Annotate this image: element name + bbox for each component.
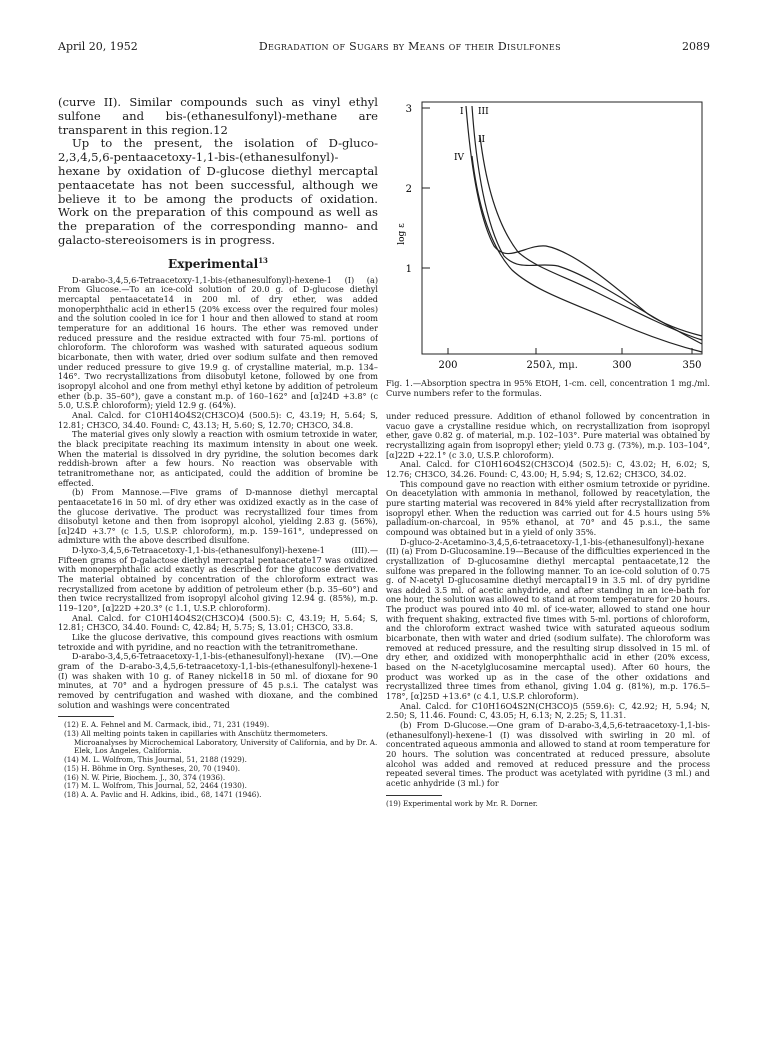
- curve-I: [466, 106, 702, 336]
- header-date: April 20, 1952: [58, 40, 138, 53]
- paragraph: (b) From Mannose.—Five grams of D-mannose diethyl mercaptal pentaacetate16 in 50 ml. of dry ether was oxidized exactly as in the case of the glucose derivative. The product was recrystallized four times from diisobutyl ketone and then from isopropyl alcohol, yielding 2.83 g. (56%), [α]24D +3.7° (c 1.5, U.S.P. chloroform), m.p. 159–161°, undepressed on admixture with the above described disulfone.: [58, 487, 378, 546]
- paragraph: D-lyxo-3,4,5,6-Tetraacetoxy-1,1-bis-(ethanesulfonyl)-hexene-1 (III).—Fifteen grams of D-galactose diethyl mercaptal pentaacetate17 was oxidized with monoperphthalic acid exactly as described for the glucose derivative. The material obtained by concentration of the chloroform extract was recrystallized from acetone by addition of petroleum ether (b.p. 35–60°) and then twice recrystallized from isopropyl alcohol giving 12.94 g. (85%), m.p. 119–120°, [α]22D +20.3° (c 1.1, U.S.P. chloroform).: [58, 545, 378, 614]
- paragraph: D-gluco-2-Acetamino-3,4,5,6-tetraacetoxy-1,1-bis-(ethanesulfonyl)-hexane (II) (a) From D-Glucosamine.19—Because of the difficulties experienced in the crystallization of D-glucosamine diethyl mercaptal pentaacetate,12 the sulfone was prepared in the following manner. To an ice-cold solution of 0.75 g. of N-acetyl D-glucosamine diethyl mercaptal19 in 3.5 ml. of dry pyridine was added 3.5 ml. of acetic anhydride, and after standing in an ice-bath for one hour, the solution was allowed to stand at room temperature for 20 hours. The product was poured into 40 ml. of ice-water, allowed to stand one hour with frequent shaking, extracted five times with 5-ml. portions of chloroform, and the chloroform extract washed twice with saturated aqueous sodium bicarbonate, then with water and dried (sodium sulfate). The chloroform was removed at reduced pressure, and the resulting sirup dissolved in 15 ml. of dry ether, and oxidized with monoperphthalic acid in ether (20% excess, based on the N-acetylglucosamine mercaptal used). After 60 hours, the product was worked up as in the case of the other oxidations and recrystallized three times from ethanol, giving 1.04 g. (81%), m.p. 176.5–178°, [α]25D +13.6° (c 4.1, U.S.P. chloroform).: [386, 536, 710, 702]
- paragraph: Anal. Calcd. for C10H16O4S2N(CH3CO)5 (559.6): C, 42.92; H, 5.94; N, 2.50; S, 11.46. Found: C, 43.05; H, 6.13; N, 2.25; S, 11.31.: [386, 700, 710, 721]
- paragraph: Up to the present, the isolation of D-gluco-2,3,4,5,6-pentaacetoxy-1,1-bis-(ethanesulfonyl)-hexane by oxidation of D-glucose diethyl mercaptal pentaacetate has not been successful, although we believe it to be among the products of oxidation. Work on the preparation of this compound as well as the preparation of the corresponding manno- and galacto-stereoisomers is in progress.: [58, 136, 378, 247]
- left-column: [58, 96, 378, 1016]
- footnote-divider: [386, 795, 442, 796]
- header-page-number: 2089: [681, 40, 710, 53]
- paragraph: Like the glucose derivative, this compound gives reactions with osmium tetroxide and with pyridine, and no reaction with the tetranitromethane.: [58, 632, 378, 652]
- footnote: (14) M. L. Wolfrom, This Journal, 51, 2188 (1929).: [64, 755, 247, 765]
- section-heading-ref: 13: [258, 255, 268, 265]
- section-heading-text: Experimental: [168, 256, 259, 271]
- x-tick-label: 200: [438, 360, 458, 371]
- curve-label: I: [460, 107, 464, 117]
- paragraph: Anal. Calcd. for C10H14O4S2(CH3CO)4 (500.5): C, 43.19; H, 5.64; S, 12.81; CH3CO, 34.40. Found: C, 42.84; H, 5.75; S, 13.01; CH3CO, 33.8.: [58, 612, 378, 633]
- curve-label: IV: [454, 153, 465, 163]
- absorption-spectra-figure: [386, 96, 710, 396]
- footnote: (18) A. A. Pavlic and H. Adkins, ibid., 68, 1471 (1946).: [64, 789, 262, 799]
- paragraph: D-arabo-3,4,5,6-Tetraacetoxy-1,1-bis-(ethanesulfonyl)-hexane (IV).—One gram of the D-arabo-3,4,5,6-tetraacetoxy-1,1-bis-(ethanesulfonyl)-hexene-1 (I) was shaken with 10 g. of Raney nickel18 in 50 ml. of dioxane for 90 minutes, at 70° and a hydrogen pressure of 45 p.s.i. The catalyst was removed by centrifugation and washed with dioxane, and the combined solution and washings were concentrated: [58, 651, 378, 710]
- plot-frame: [422, 102, 702, 354]
- paragraph: Anal. Calcd. for C10H14O4S2(CH3CO)4 (500.5): C, 43.19; H, 5.64; S, 12.81; CH3CO, 34.40. Found: C, 43.13; H, 5.60; S, 12.70; CH3CO, 34.8.: [58, 409, 378, 430]
- footnote: (17) M. L. Wolfrom, This Journal, 52, 2464 (1930).: [64, 781, 247, 791]
- footnote: (13) All melting points taken in capillaries with Anschütz thermometers. Microanalyses by Microchemical Laboratory, University of California, and by Dr. A. Elek, Los Angeles, California.: [64, 729, 378, 756]
- header-title: Degradation of Sugars by Means of their Disulfones: [258, 40, 561, 53]
- curve-III: [472, 106, 702, 344]
- x-tick-label: 300: [612, 360, 632, 371]
- y-axis-label: log ε: [397, 223, 407, 245]
- x-tick-label: 250: [526, 360, 546, 371]
- paragraph: (curve II). Similar compounds such as vinyl ethyl sulfone and bis-(ethanesulfonyl)-methane are transparent in this region.12: [58, 96, 378, 137]
- figure-caption: Fig. 1.—Absorption spectra in 95% EtOH, 1-cm. cell, concentration 1 mg./ml. Curve numbers refer to the formulas.: [386, 378, 710, 398]
- paragraph: (b) From D-Glucose.—One gram of D-arabo-3,4,5,6-tetraacetoxy-1,1-bis-(ethanesulfonyl)-hexene-1 (I) was dissolved with swirling in 20 ml. of concentrated aqueous ammonia and allowed to stand at room temperature for 20 hours. The solution was concentrated at reduced pressure, absolute alcohol was added and removed at reduced pressure and the process repeated several times. The product was acetylated with pyridine (3 ml.) and acetic anhydride (3 ml.) for: [386, 720, 710, 788]
- x-tick-label: 350: [682, 360, 702, 371]
- footnote: (15) H. Böhme in Org. Syntheses, 20, 70 (1940).: [64, 763, 241, 773]
- footnote: (12) E. A. Fehnel and M. Carmack, ibid., 71, 231 (1949).: [64, 720, 270, 730]
- curve-label: III: [478, 107, 489, 117]
- curve-II: [480, 136, 702, 340]
- y-tick-label: 1: [405, 264, 412, 275]
- right-column: [386, 412, 710, 1032]
- running-header: [58, 40, 710, 56]
- y-tick-label: 3: [405, 104, 412, 115]
- paragraph: Anal. Calcd. for C10H16O4S2(CH3CO)4 (502.5): C, 43.02; H, 6.02; S, 12.76; CH3CO, 34.26. Found: C, 43.00; H, 5.94; S, 12.62; CH3CO, 34.02.: [386, 459, 710, 479]
- paragraph: under reduced pressure. Addition of ethanol followed by concentration in vacuo gave a crystalline residue which, on recrystallization from isopropyl ether, gave 0.82 g. of material, m.p. 102–103°. Pure material was obtained by recrystallizing again from isopropyl ether; yield 0.73 g. (73%), m.p. 103–104°, [α]22D +22.1° (c 3.0, U.S.P. chloroform).: [386, 412, 710, 460]
- x-axis-label: λ, mμ.: [546, 360, 578, 371]
- paragraph: The material gives only slowly a reaction with osmium tetroxide in water, the black precipitate reaching its maximum intensity in about one week. When the material is dissolved in dry pyridine, the solution becomes dark reddish-brown after a few hours. No reaction was observable with tetranitromethane nor, as anticipated, could the addition of bromine be effected.: [58, 429, 378, 488]
- paragraph: D-arabo-3,4,5,6-Tetraacetoxy-1,1-bis-(ethanesulfonyl)-hexene-1 (I) (a) From Glucose.—To an ice-cold solution of 20.0 g. of D-glucose diethyl mercaptal pentaacetate14 in 200 ml. of dry ether, was added monoperphthalic acid in ether15 (20% excess over the required four moles) and the solution cooled in ice for 1 hour and then allowed to stand at room temperature for an additional 16 hours. The ether was removed under reduced pressure and the residue extracted with four 75-ml. portions of chloroform. The chloroform was washed with saturated aqueous sodium bicarbonate, then with water, dried over sodium sulfate and then removed under reduced pressure to give 19.9 g. of crystalline material, m.p. 134–146°. Two recrystallizations from diisobutyl ketone, followed by one from isopropyl alcohol and one from methyl ethyl ketone by addition of petroleum ether (b.p. 35–60°), gave a constant m.p. of 160–162° and [α]24D +3.8° (c 5.0, U.S.P. chloroform); yield 12.9 g. (64%).: [58, 274, 378, 411]
- footnote: (19) Experimental work by Mr. R. Dorner.: [386, 798, 538, 808]
- section-heading: [58, 256, 378, 271]
- footnote-divider: [58, 716, 114, 717]
- curve-label: II: [478, 135, 486, 145]
- footnote: (16) N. W. Pirie, Biochem. J., 30, 374 (1936).: [64, 772, 226, 782]
- paragraph: This compound gave no reaction with either osmium tetroxide or pyridine. On deacetylation with ammonia in methanol, followed by reacetylation, the pure starting material was recovered in 84% yield after recrystallization from isopropyl ether. When the reduction was carried out for 4.5 hours using 5% palladium-on-charcoal, in 95% ethanol, at 70° and 45 p.s.i., the same compound was obtained but in a yield of only 35%.: [386, 478, 710, 537]
- y-tick-label: 2: [405, 184, 412, 195]
- spectra-plot: [386, 96, 710, 376]
